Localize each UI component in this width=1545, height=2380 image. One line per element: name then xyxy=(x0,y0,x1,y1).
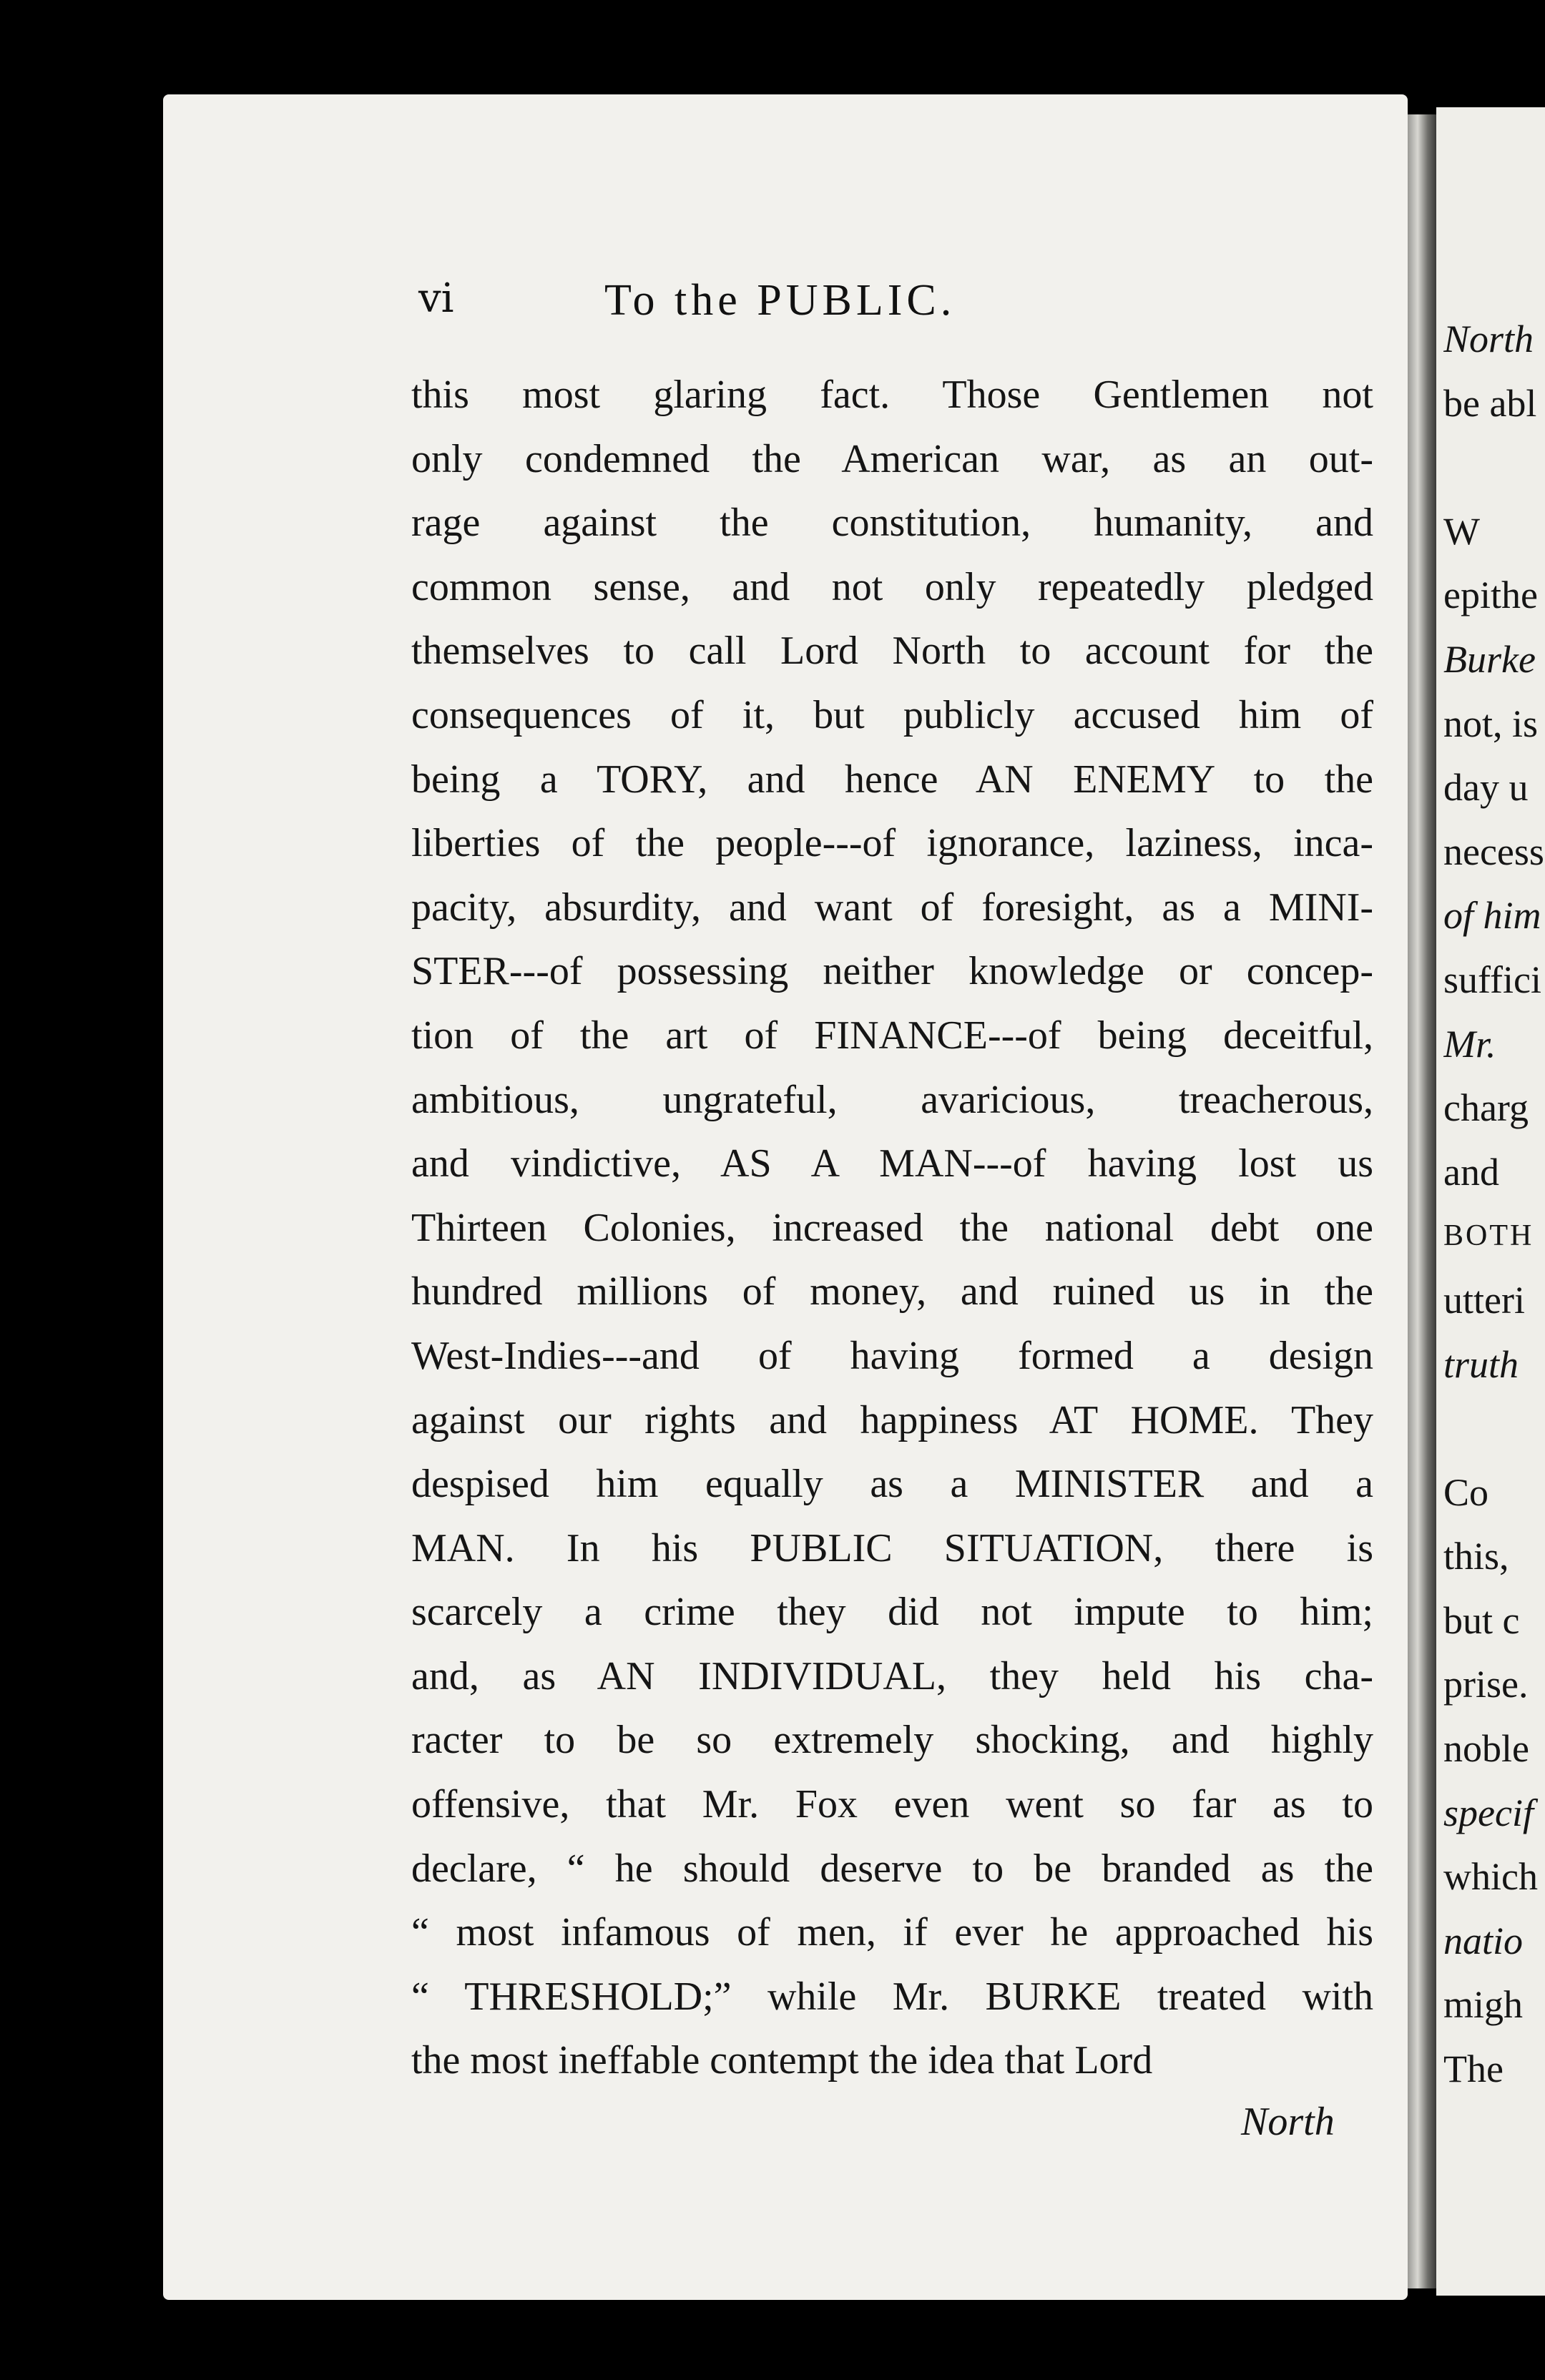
text-line: racter to be so extremely shocking, and highly xyxy=(411,1718,1373,1763)
right-fragment: epithe xyxy=(1443,574,1538,617)
right-fragment: be abl xyxy=(1443,381,1537,425)
right-fragment xyxy=(1443,436,1545,500)
body-text xyxy=(411,363,1373,2093)
text-line: being a TORY, and hence AN ENEMY to the xyxy=(411,757,1373,802)
right-fragment: North xyxy=(1443,318,1534,360)
text-line: “ most infamous of men, if ever he approached his xyxy=(411,1910,1373,1955)
right-fragment: suffici xyxy=(1443,958,1541,1001)
text-line: West-Indies---and of having formed a design xyxy=(411,1333,1373,1378)
right-fragment: W xyxy=(1443,509,1480,553)
text-line: despised him equally as a MINISTER and a xyxy=(411,1462,1373,1507)
text-line: hundred millions of money, and ruined us in the xyxy=(411,1269,1373,1314)
text-line: Thirteen Colonies, increased the national debt one xyxy=(411,1205,1373,1250)
text-line: MAN. In his PUBLIC SITUATION, there is xyxy=(411,1525,1373,1570)
right-fragment: this, xyxy=(1443,1535,1509,1578)
right-fragment: specif xyxy=(1443,1791,1534,1834)
right-fragment: prise. xyxy=(1443,1663,1529,1706)
right-fragment: which xyxy=(1443,1855,1538,1899)
right-fragment: noble xyxy=(1443,1727,1529,1771)
text-line: STER---of possessing neither knowledge or concep- xyxy=(411,949,1373,994)
running-head: To the PUBLIC. xyxy=(604,276,956,325)
text-line: and vindictive, AS A MAN---of having lost us xyxy=(411,1141,1373,1186)
right-fragment: not, is xyxy=(1443,702,1539,745)
right-fragment: Burke xyxy=(1443,637,1536,681)
page-number: vi xyxy=(418,275,454,322)
right-fragment: necess xyxy=(1443,830,1544,873)
right-fragment: of him xyxy=(1443,894,1541,938)
text-line: the most ineffable contempt the idea that Lord xyxy=(411,2038,1153,2083)
right-fragment: day u xyxy=(1443,766,1529,810)
right-fragment: utteri xyxy=(1443,1278,1525,1322)
right-fragment: The xyxy=(1443,2047,1504,2091)
catchword: North xyxy=(1241,2100,1335,2144)
text-line: liberties of the people---of ignorance, laziness, inca- xyxy=(411,821,1373,866)
text-line: declare, “ he should deserve to be branded as the xyxy=(411,1846,1373,1891)
text-line: against our rights and happiness AT HOME. They xyxy=(411,1397,1373,1442)
right-fragment: BOTH xyxy=(1443,1219,1534,1253)
text-line: offensive, that Mr. Fox even went so far as to xyxy=(411,1782,1373,1827)
text-line: rage against the constitution, humanity, and xyxy=(411,501,1373,546)
right-page-text xyxy=(1443,308,1545,2102)
right-fragment xyxy=(1443,1397,1545,1461)
text-line: common sense, and not only repeatedly pledged xyxy=(411,564,1373,609)
right-fragment: and xyxy=(1443,1150,1499,1194)
right-fragment: truth xyxy=(1443,1342,1519,1386)
text-line: pacity, absurdity, and want of foresight, as a MINI- xyxy=(411,885,1373,930)
text-line: tion of the art of FINANCE---of being deceitful, xyxy=(411,1013,1373,1058)
right-fragment: Mr. xyxy=(1443,1022,1496,1066)
right-fragment: Co xyxy=(1443,1470,1489,1514)
right-fragment: natio xyxy=(1443,1919,1524,1962)
text-line: “ THRESHOLD;” while Mr. BURKE treated with xyxy=(411,1974,1373,2019)
text-line: ambitious, ungrateful, avaricious, treacherous, xyxy=(411,1077,1373,1122)
right-fragment: but c xyxy=(1443,1598,1520,1642)
text-line: scarcely a crime they did not impute to him; xyxy=(411,1590,1373,1635)
book-spine xyxy=(1408,114,1436,2288)
text-line: this most glaring fact. Those Gentlemen not xyxy=(411,373,1373,417)
right-fragment: migh xyxy=(1443,1983,1524,2027)
text-line: consequences of it, but publicly accused him of xyxy=(411,692,1373,737)
text-line: and, as AN INDIVIDUAL, they held his cha- xyxy=(411,1653,1373,1698)
text-line: only condemned the American war, as an out- xyxy=(411,436,1373,481)
right-fragment: charg xyxy=(1443,1086,1529,1130)
page-header xyxy=(418,275,1348,354)
text-line: themselves to call Lord North to account for the xyxy=(411,629,1373,674)
